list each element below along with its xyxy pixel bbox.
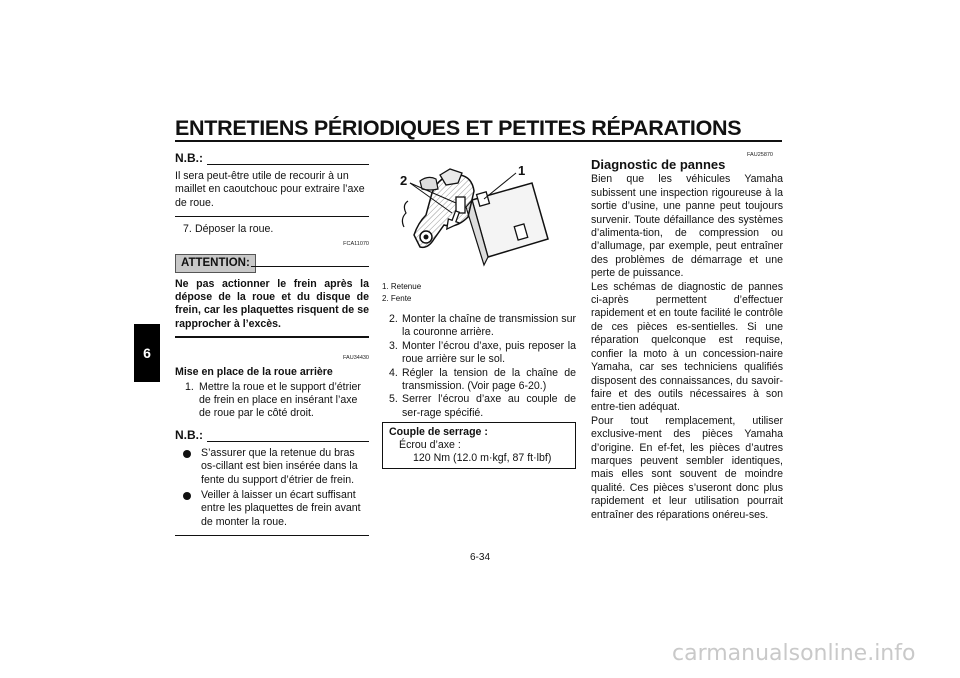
nb-end-rule (175, 216, 369, 217)
right-column (591, 158, 783, 522)
attention-text: Ne pas actionner le frein après la dépose de la roue et du disque de frein, car les plaquettes risquent de se rapprocher à l’excès. (175, 277, 369, 330)
step-text: Serrer l’écrou d’axe au couple de ser-rage spécifié. (402, 393, 576, 419)
section-heading: Diagnostic de pannes (591, 157, 726, 172)
figure-legend (382, 281, 421, 305)
page-title: ENTRETIENS PÉRIODIQUES ET PETITES RÉPARATIONS (175, 116, 742, 140)
legend-item: 1. Retenue (382, 282, 422, 291)
step-text: Déposer la roue. (195, 223, 274, 236)
nb-rule (207, 164, 369, 165)
callout-1: 1 (518, 163, 526, 178)
watermark: carmanualsonline.info (672, 641, 916, 666)
step-number: 5. (389, 393, 398, 406)
step-number: 4. (389, 366, 398, 379)
nb-end-rule (175, 535, 369, 536)
step-text: Régler la tension de la chaîne de transmission. (Voir page 6-20.) (402, 366, 576, 393)
bullet-text: Veiller à laisser un écart suffisant entre les plaquettes de frein avant de monter la roue. (201, 489, 361, 528)
chapter-tab: 6 (134, 324, 160, 382)
section-code: FAU34430 (343, 354, 369, 361)
bullet-text: S’assurer que la retenue du bras os-cillant est bien insérée dans la fente du support d’étrier de frein. (201, 446, 358, 486)
step-number: 7. (183, 223, 192, 236)
torque-item: Écrou d’axe : (399, 439, 461, 451)
title-rule (175, 140, 782, 142)
attention-code: FCA11070 (343, 241, 369, 248)
wheel-axle-illustration (380, 155, 576, 279)
torque-spec-box (382, 422, 576, 469)
step-number: 3. (389, 339, 398, 352)
section-code: FAU25870 (747, 152, 773, 158)
bullet-icon (183, 492, 191, 500)
section-title: Mise en place de la roue arrière (175, 366, 333, 379)
middle-steps (382, 313, 576, 420)
callout-2: 2 (400, 173, 408, 188)
attention-rule (251, 266, 369, 267)
legend-item: 2. Fente (382, 294, 412, 303)
nb-label: N.B.: (175, 151, 203, 165)
nb-label: N.B.: (175, 427, 203, 442)
paragraph: Les schémas de diagnostic de pannes ci-après permettent d’effectuer rapidement et en toute facilité le contrôle de ces pièces es-sentielles. Si une réparation quelconque est requise, confier la moto à un concession-naire Yamaha, car ses techniciens qualifiés disposent des connaissances, du savoir-faire et des outils nécessaires à son entre-tien adéquat. (591, 280, 783, 414)
step-number: 2. (389, 313, 398, 325)
nb-rule (207, 441, 369, 442)
nb-text: Il sera peut-être utile de recourir à un maillet en caoutchouc pour extraire l’axe de roue. (175, 170, 365, 209)
attention-label: ATTENTION: (175, 254, 256, 273)
bullet-icon (183, 450, 191, 458)
torque-title: Couple de serrage : (389, 426, 488, 438)
page-number: 6-34 (470, 552, 491, 563)
figure (380, 155, 576, 279)
step-text: Mettre la roue et le support d’étrier de frein en place en insérant l’axe de roue par le côté droit. (199, 380, 361, 420)
left-column (175, 152, 369, 536)
paragraph: Pour tout remplacement, utiliser exclusive-ment des pièces Yamaha d’origine. En ef-fet, les pièces d’autres marques peuvent sembler identiques, mais elles sont souvent de moindre qualité. Ces pièces s’useront donc plus rapidement et leur utilisation pourrait entraîner des réparations onéreu-ses. (591, 414, 783, 521)
torque-value: 120 Nm (12.0 m·kgf, 87 ft·lbf) (413, 452, 552, 464)
paragraph: Bien que les véhicules Yamaha subissent une inspection rigoureuse à la sortie d’usine, une panne peut toujours survenir. Toute défaillance des systèmes d’alimenta-tion, de compression ou d’allumage, par exemple, peut entraîner des problèmes de démarrage et une perte de puissance. (591, 173, 783, 280)
step-text: Monter l’écrou d’axe, puis reposer la roue arrière sur le sol. (402, 339, 576, 366)
step-number: 1. (185, 380, 194, 393)
attention-end-rule (175, 336, 369, 338)
step-text: Monter la chaîne de transmission sur la couronne arrière. (402, 313, 576, 339)
